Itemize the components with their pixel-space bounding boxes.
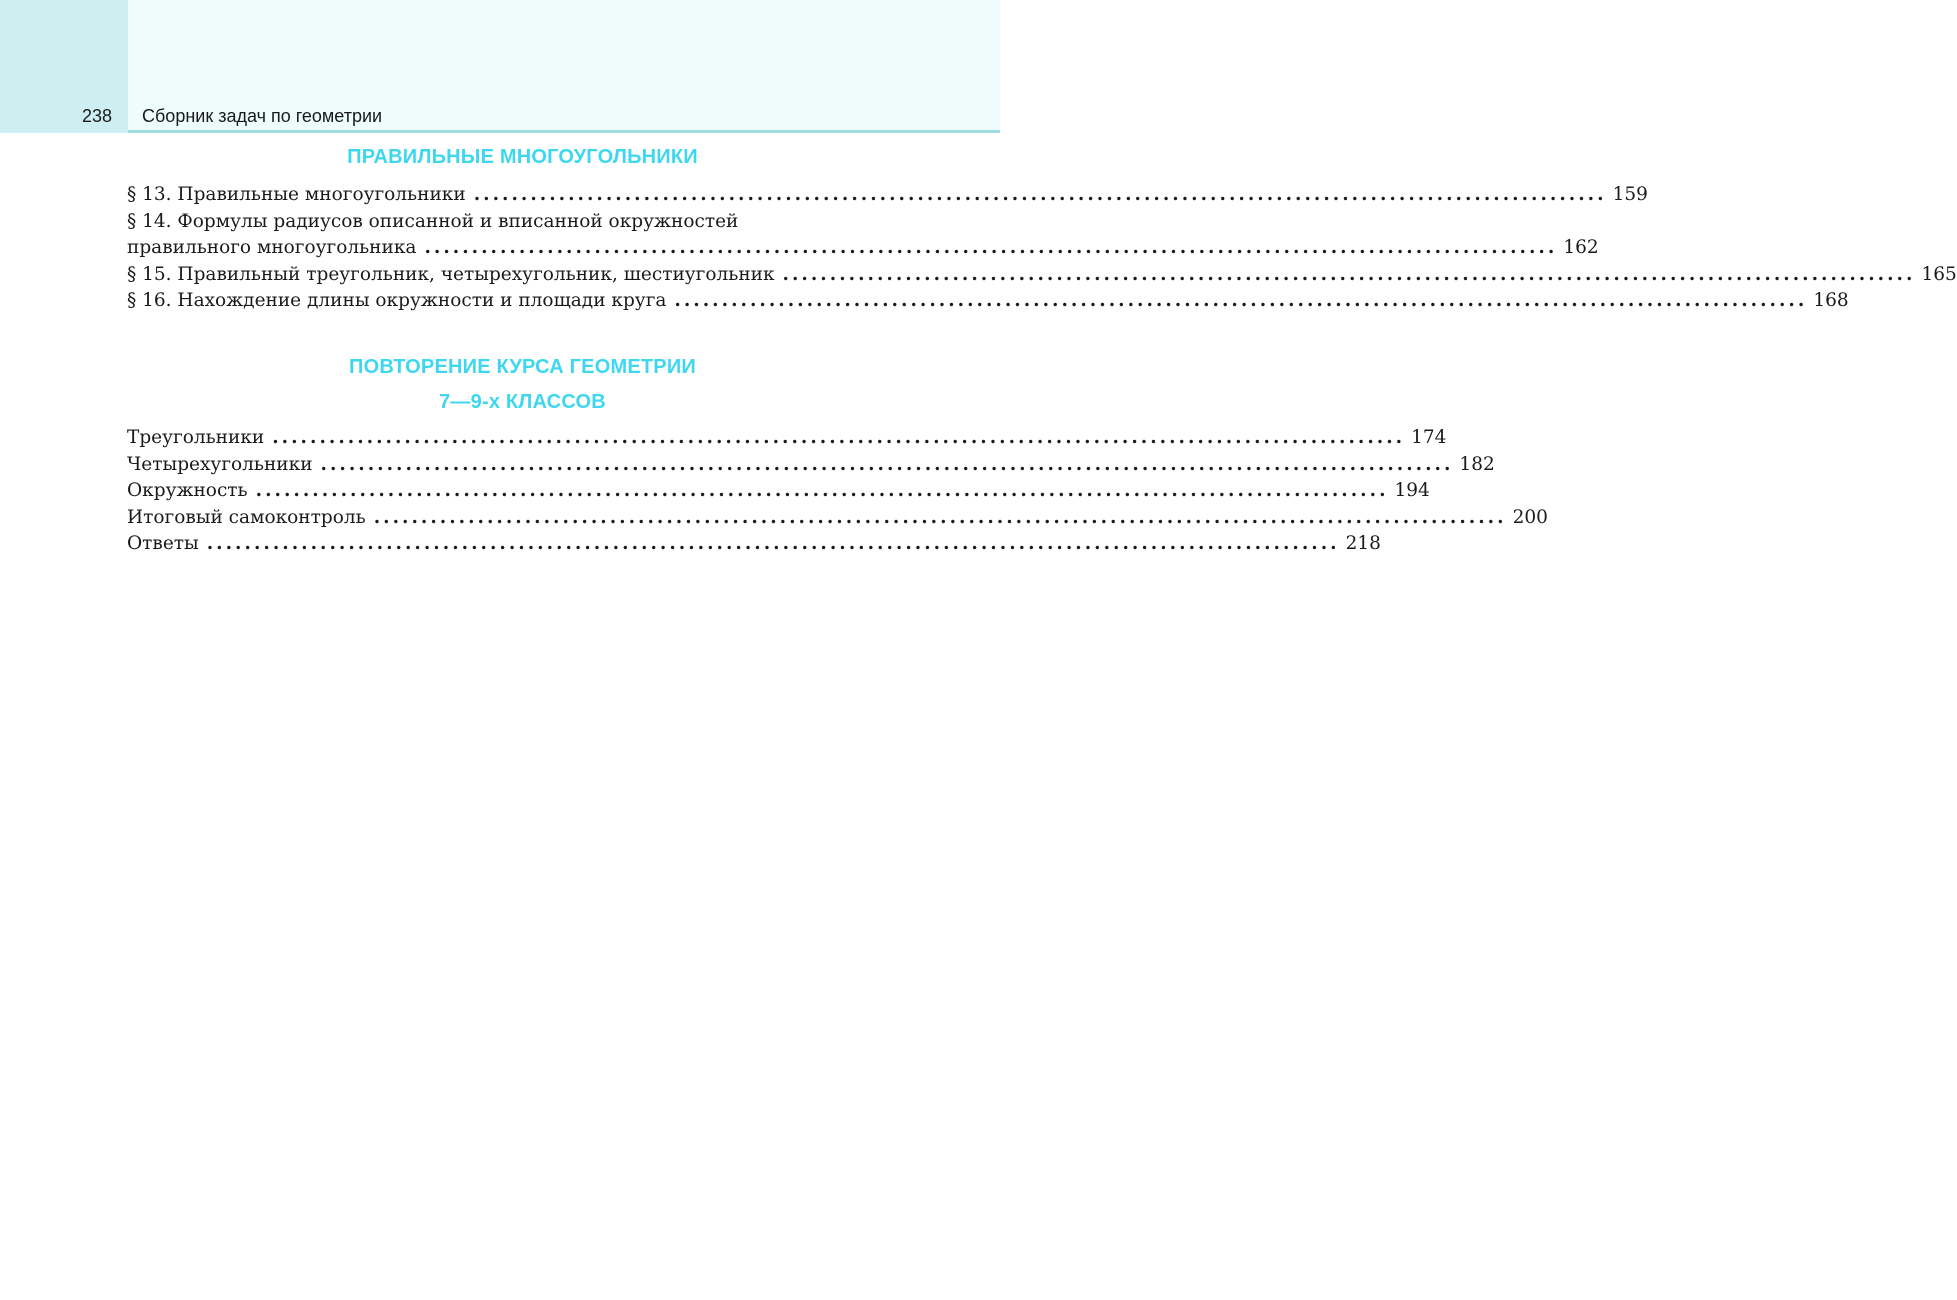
section-heading-regular-polygons: ПРАВИЛЬНЫЕ МНОГОУГОЛЬНИКИ [347,146,698,168]
dot-leader: ........................................................................................................................ [424,237,1558,258]
section-heading-course-review-grades: 7—9-х КЛАССОВ [439,391,606,413]
dot-leader: ........................................................................................................................ [320,453,1454,475]
toc-entry-continuation[interactable] [127,237,1599,264]
toc-entry-page: 182 [1459,453,1495,475]
page-number: 238 [82,106,113,126]
toc-entry-title: § 13. Правильные многоугольники [127,184,466,205]
toc-entry[interactable] [127,184,1648,211]
toc-entry[interactable] [127,506,1548,534]
toc-entry-title: Итоговый самоконтроль [127,506,366,528]
section-heading-course-review: ПОВТОРЕНИЕ КУРСА ГЕОМЕТРИИ [349,356,696,378]
toc-entry[interactable] [127,533,1381,560]
toc-entry-title: Окружность [127,480,248,501]
dot-leader: ........................................................................................................................ [206,533,1340,554]
toc-entry-page: 162 [1563,237,1599,258]
dot-leader: ........................................................................................................................ [674,290,1808,311]
toc-section-course-review [127,427,1548,560]
dot-leader: ........................................................................................................................ [272,427,1406,448]
toc-entry-title: § 14. Формулы радиусов описанной и вписанной окружностей [127,210,739,232]
toc-entry-title: правильного многоугольника [127,237,417,258]
dot-leader: ........................................................................................................................ [473,184,1607,205]
toc-entry-title: Ответы [127,533,199,554]
toc-entry[interactable] [127,453,1495,481]
running-title: Сборник задач по геометрии [142,106,383,126]
toc-entry-page: 200 [1512,506,1548,528]
toc-entry[interactable] [127,211,918,238]
toc-entry[interactable] [127,427,1447,454]
toc-entry-page: 218 [1345,533,1381,554]
toc-entry-page: 194 [1394,480,1430,501]
toc-entry[interactable] [127,480,1430,507]
dot-leader: ........................................................................................................................ [255,480,1389,501]
toc-entry-page: 174 [1411,427,1447,448]
toc-entry[interactable] [127,263,1957,291]
dot-leader: ........................................................................................................................ [373,506,1507,528]
toc-entry-title: Треугольники [127,427,265,448]
toc-entry-page: 168 [1813,290,1849,311]
toc-entry-title: § 16. Нахождение длины окружности и площади круга [127,290,667,311]
toc-entry-title: § 15. Правильный треугольник, четырехугольник, шестиугольник [127,263,775,285]
dot-leader: ........................................................................................................................ [782,263,1916,285]
toc-entry-page: 159 [1612,184,1648,205]
toc-entry-page: 165 [1921,263,1957,285]
toc-entry-title: Четырехугольники [127,453,313,475]
toc-section-regular-polygons [127,184,1957,317]
toc-entry[interactable] [127,290,1849,317]
